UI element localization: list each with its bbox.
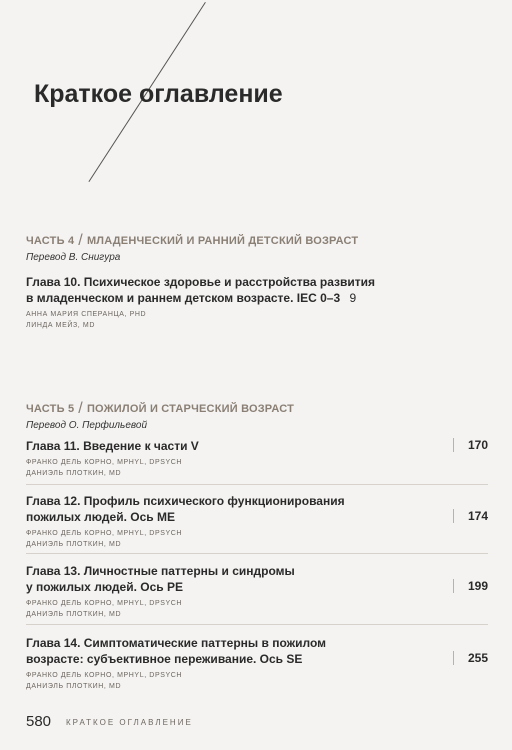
chapter-authors <box>26 457 488 479</box>
author: ФРАНКО ДЕЛЬ КОРНО, MPHYL, DPSYCH <box>26 530 183 537</box>
chapter-14-entry[interactable] <box>26 635 488 692</box>
chapter-page-number: 255 <box>453 651 488 665</box>
part-number: ЧАСТЬ 4 <box>26 235 75 247</box>
chapter-title: Глава 11. Введение к части V <box>26 439 199 453</box>
running-head: КРАТКОЕ ОГЛАВЛЕНИЕ <box>66 718 193 727</box>
part-4-translator: Перевод В. Снигура <box>26 252 121 263</box>
page-title-text: Краткое оглавление <box>34 80 283 108</box>
author: ДАНИЭЛЬ ПЛОТКИН, MD <box>26 541 122 548</box>
part-name: ПОЖИЛОЙ И СТАРЧЕСКИЙ ВОЗРАСТ <box>86 403 295 415</box>
chapter-authors <box>26 309 488 331</box>
divider <box>26 553 488 554</box>
chapter-page-number: 199 <box>453 579 488 593</box>
chapter-page-number: 9 <box>349 291 357 305</box>
author: ФРАНКО ДЕЛЬ КОРНО, MPHYL, DPSYCH <box>26 459 183 466</box>
part-4-heading <box>26 232 358 250</box>
chapter-title <box>26 274 376 306</box>
author: АННА МАРИЯ СПЕРАНЦА, PHD <box>26 311 147 318</box>
part-separator: / <box>78 400 83 417</box>
part-separator: / <box>78 232 83 249</box>
chapter-title: Глава 13. Личностные паттерны и синдромы у пожилых людей. Ось PE <box>26 564 295 594</box>
page-title <box>34 78 283 110</box>
chapter-title: Глава 14. Симптоматические паттерны в пожилом возрасте: субъективное переживание. Ось SE <box>26 636 327 666</box>
chapter-title-text: Глава 10. Психическое здоровье и расстройства развития в младенческом и раннем детском возрасте. IEC 0–3 <box>26 275 376 305</box>
author: ДАНИЭЛЬ ПЛОТКИН, MD <box>26 611 122 618</box>
part-number: ЧАСТЬ 5 <box>26 403 75 415</box>
footer-page-number: 580 <box>26 713 52 730</box>
author: ЛИНДА МЕЙЗ, MD <box>26 322 95 329</box>
chapter-authors <box>26 528 488 550</box>
chapter-authors <box>26 670 488 692</box>
part-5-heading <box>26 400 294 418</box>
chapter-page-number: 170 <box>453 438 488 452</box>
chapter-11-entry[interactable] <box>26 438 488 479</box>
author: ДАНИЭЛЬ ПЛОТКИН, MD <box>26 470 122 477</box>
chapter-10-entry[interactable] <box>26 274 488 331</box>
chapter-title: Глава 12. Профиль психического функционирования пожилых людей. Ось МЕ <box>26 494 345 524</box>
author: ФРАНКО ДЕЛЬ КОРНО, MPHYL, DPSYCH <box>26 600 183 607</box>
author: ФРАНКО ДЕЛЬ КОРНО, MPHYL, DPSYCH <box>26 672 183 679</box>
chapter-authors <box>26 598 488 620</box>
part-5-translator: Перевод О. Перфильевой <box>26 420 148 431</box>
divider <box>26 624 488 625</box>
divider <box>26 484 488 485</box>
author: ДАНИЭЛЬ ПЛОТКИН, MD <box>26 683 122 690</box>
part-name: МЛАДЕНЧЕСКИЙ И РАННИЙ ДЕТСКИЙ ВОЗРАСТ <box>86 235 359 247</box>
chapter-12-entry[interactable] <box>26 493 488 550</box>
chapter-13-entry[interactable] <box>26 563 488 620</box>
chapter-page-number: 174 <box>453 509 488 523</box>
